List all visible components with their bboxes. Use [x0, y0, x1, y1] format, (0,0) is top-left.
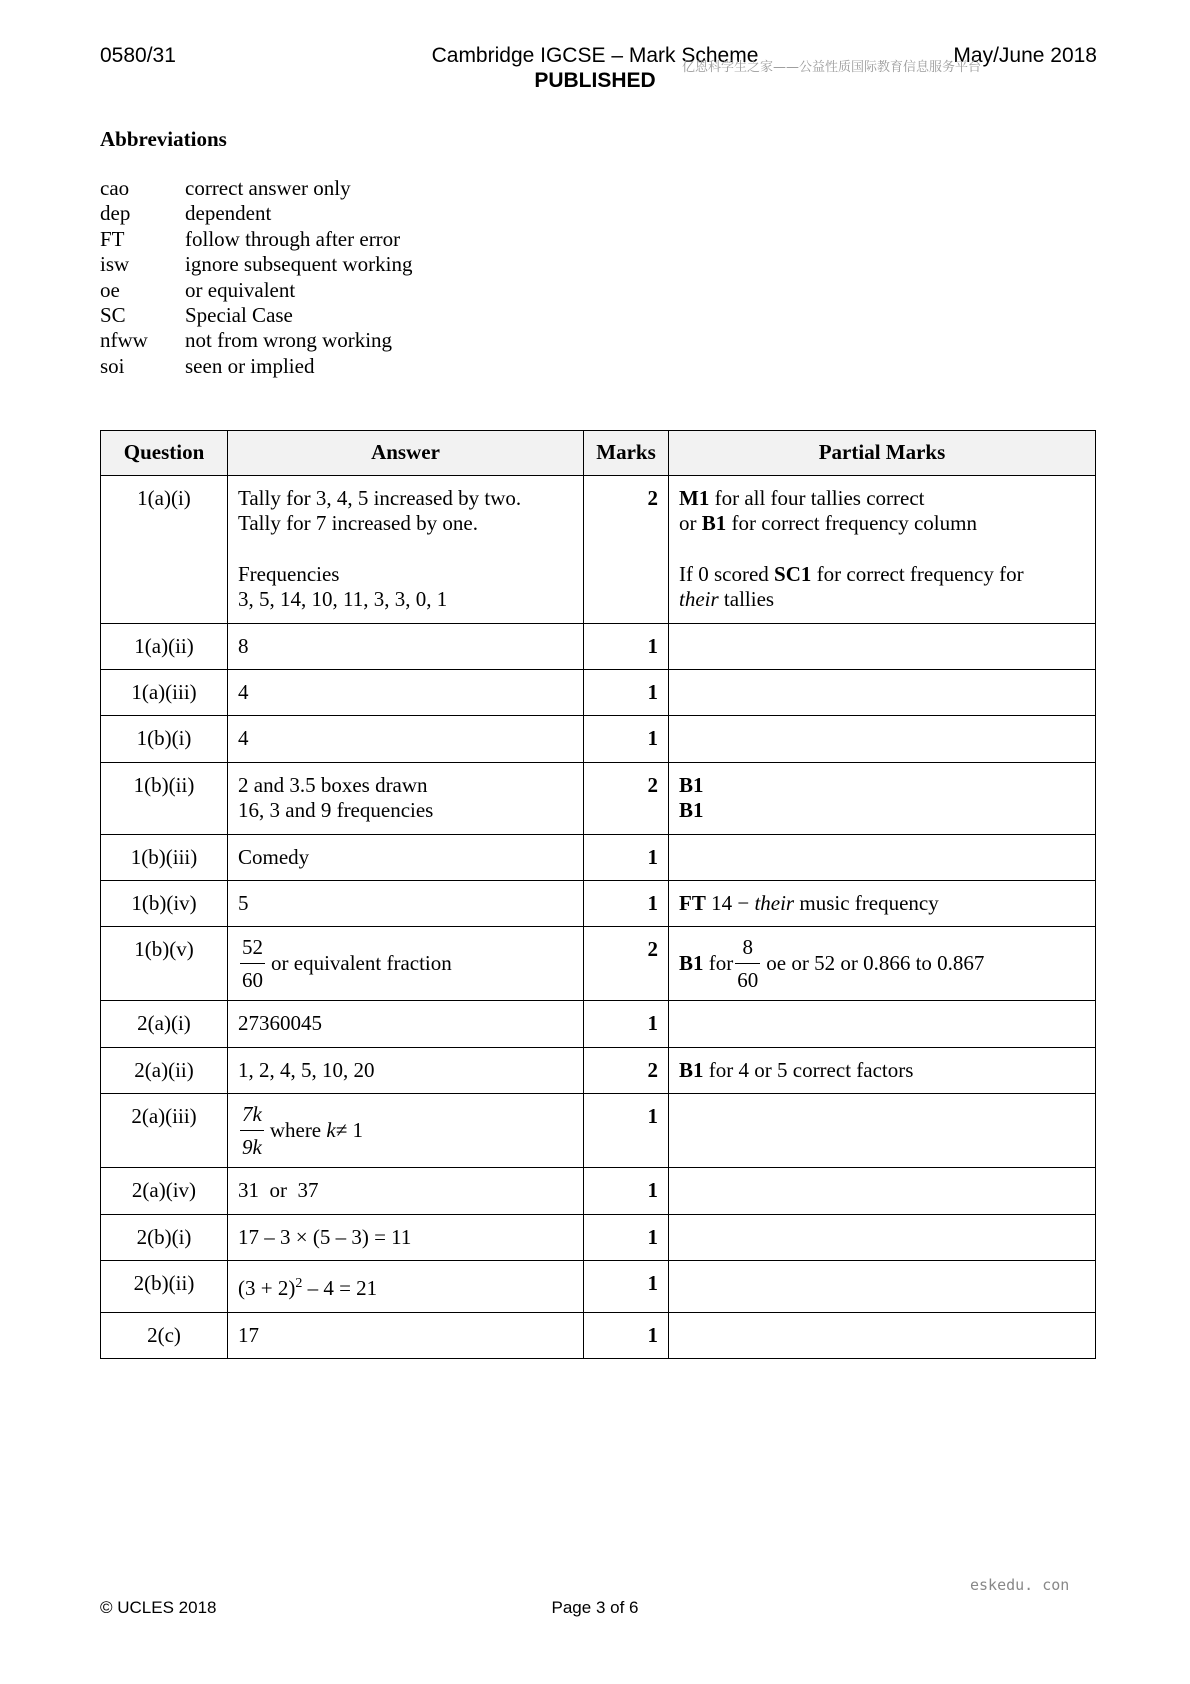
- fraction-denominator: 60: [737, 968, 759, 993]
- document-subtitle: PUBLISHED: [534, 69, 656, 92]
- mark-code: B1: [701, 511, 727, 536]
- table-row: [101, 1001, 1096, 1047]
- abbreviation-value: or equivalent: [185, 277, 296, 302]
- partial-text: for: [708, 951, 734, 976]
- abbreviation-row: [100, 278, 412, 303]
- abbreviation-key: soi: [100, 353, 125, 378]
- partial-text: If 0 scored: [679, 561, 775, 586]
- table-row: [101, 716, 1096, 762]
- abbreviation-value: seen or implied: [185, 353, 315, 378]
- mark-code: B1: [679, 951, 704, 976]
- table-row: [101, 1214, 1096, 1260]
- question-number: 2(c): [101, 1312, 228, 1358]
- partial-marks-cell: [669, 1001, 1096, 1047]
- partial-marks-cell: [669, 1214, 1096, 1260]
- mark-code: B1: [679, 1057, 704, 1082]
- answer-cell: [228, 1094, 584, 1168]
- answer-text: k: [326, 1118, 336, 1143]
- partial-marks-cell: [669, 1168, 1096, 1214]
- answer-cell: [228, 476, 584, 624]
- partial-text: tallies: [718, 587, 775, 612]
- fraction-numerator: 52: [240, 931, 265, 964]
- answer-text: ≠ 1: [335, 1118, 363, 1143]
- abbreviation-value: dependent: [185, 201, 272, 226]
- question-number: 2(b)(ii): [101, 1261, 228, 1312]
- table-row: [101, 476, 1096, 624]
- marks-cell: 1: [584, 881, 669, 927]
- question-number: 2(a)(i): [101, 1001, 228, 1047]
- marks-cell: 1: [584, 1214, 669, 1260]
- abbreviation-value: correct answer only: [185, 176, 351, 200]
- question-number: 1(a)(iii): [101, 670, 228, 716]
- answer-cell: [228, 927, 584, 1001]
- abbreviation-key: SC: [100, 303, 126, 328]
- answer-text: – 4 = 21: [302, 1276, 378, 1301]
- abbreviation-row: [100, 201, 412, 226]
- answer-line: 3, 5, 14, 10, 11, 3, 3, 0, 1: [238, 587, 448, 612]
- abbreviation-key: dep: [100, 201, 131, 226]
- partial-marks-cell: [669, 881, 1096, 927]
- document-code: 0580/31: [100, 44, 176, 67]
- partial-marks-cell: [669, 834, 1096, 880]
- answer-cell: [228, 762, 584, 834]
- abbreviation-row: [100, 354, 412, 379]
- table-row: [101, 762, 1096, 834]
- mark-code: SC1: [774, 561, 812, 586]
- header-answer: Answer: [228, 431, 584, 476]
- partial-text: or: [679, 511, 702, 536]
- answer-cell: 17: [228, 1312, 584, 1358]
- answer-cell: 1, 2, 4, 5, 10, 20: [228, 1047, 584, 1093]
- marks-cell: 1: [584, 1168, 669, 1214]
- partial-marks-cell: [669, 623, 1096, 669]
- abbreviation-row: [100, 176, 412, 201]
- abbreviation-value: ignore subsequent working: [185, 252, 413, 277]
- partial-marks-cell: [669, 1094, 1096, 1168]
- question-number: 1(b)(iv): [101, 881, 228, 927]
- header-question: Question: [101, 431, 228, 476]
- partial-marks-cell: [669, 762, 1096, 834]
- fraction: [735, 931, 760, 996]
- abbreviation-key: isw: [100, 252, 130, 277]
- abbreviation-key: oe: [100, 277, 120, 302]
- question-number: 2(b)(i): [101, 1214, 228, 1260]
- table-row: [101, 1261, 1096, 1312]
- answer-text: where: [269, 1118, 322, 1143]
- answer-cell: Comedy: [228, 834, 584, 880]
- answer-exponent: 2: [295, 1276, 303, 1292]
- table-header-row: [101, 431, 1096, 476]
- mark-code: B1: [679, 772, 704, 797]
- partial-text: for 4 or 5 correct factors: [703, 1057, 914, 1082]
- marks-cell: 1: [584, 1001, 669, 1047]
- marks-cell: 1: [584, 670, 669, 716]
- abbreviation-key: cao: [100, 176, 130, 200]
- abbreviation-row: [100, 303, 412, 328]
- answer-cell: 8: [228, 623, 584, 669]
- abbreviation-row: [100, 328, 412, 353]
- table-row: [101, 1047, 1096, 1093]
- marks-cell: 2: [584, 762, 669, 834]
- mark-code: FT: [679, 891, 706, 916]
- marks-cell: 1: [584, 1261, 669, 1312]
- partial-text: for correct frequency for: [811, 561, 1024, 586]
- partial-text: for correct frequency column: [726, 511, 977, 536]
- partial-text: music frequency: [794, 891, 939, 916]
- answer-cell: 17 – 3 × (5 – 3) = 11: [228, 1214, 584, 1260]
- answer-text: or equivalent fraction: [271, 951, 452, 976]
- table-row: [101, 881, 1096, 927]
- partial-marks-cell: [669, 670, 1096, 716]
- marks-cell: 1: [584, 834, 669, 880]
- answer-cell: [228, 1261, 584, 1312]
- copyright: © UCLES 2018: [100, 1598, 217, 1617]
- table-row: [101, 623, 1096, 669]
- answer-text: (3 + 2): [238, 1276, 296, 1301]
- abbreviation-value: not from wrong working: [185, 328, 393, 353]
- partial-marks-cell: [669, 1047, 1096, 1093]
- partial-marks-cell: [669, 1261, 1096, 1312]
- page-number: Page 3 of 6: [551, 1598, 639, 1617]
- question-number: 1(b)(i): [101, 716, 228, 762]
- answer-line: 2 and 3.5 boxes drawn: [238, 772, 428, 797]
- answer-cell: 27360045: [228, 1001, 584, 1047]
- fraction-denominator: 9k: [242, 1135, 262, 1160]
- header-partial-marks: Partial Marks: [669, 431, 1096, 476]
- fraction-numerator: 8: [735, 931, 760, 964]
- answer-line: 16, 3 and 9 frequencies: [238, 798, 434, 823]
- abbreviations-title: Abbreviations: [100, 127, 227, 151]
- partial-marks-cell: [669, 476, 1096, 624]
- answer-cell: 31 or 37: [228, 1168, 584, 1214]
- abbreviation-key: FT: [100, 226, 125, 251]
- partial-text: their: [679, 587, 719, 612]
- mark-code: M1: [679, 486, 710, 510]
- answer-line: Frequencies: [238, 561, 340, 586]
- partial-text: their: [754, 891, 795, 916]
- partial-marks-cell: [669, 716, 1096, 762]
- marks-cell: 1: [584, 1094, 669, 1168]
- site-watermark: eskedu. con: [970, 1576, 1070, 1594]
- fraction-denominator: 60: [242, 968, 263, 993]
- partial-marks-cell: [669, 1312, 1096, 1358]
- partial-marks-cell: [669, 927, 1096, 1001]
- abbreviation-row: [100, 227, 412, 252]
- document-title: Cambridge IGCSE – Mark Scheme: [431, 44, 759, 67]
- table-row: [101, 670, 1096, 716]
- question-number: 1(b)(ii): [101, 762, 228, 834]
- partial-text: 14 −: [705, 891, 755, 916]
- abbreviation-key: nfww: [100, 328, 148, 353]
- marks-cell: 2: [584, 1047, 669, 1093]
- abbreviation-value: follow through after error: [185, 226, 401, 251]
- abbreviations-list: [100, 176, 412, 379]
- question-number: 2(a)(iii): [101, 1094, 228, 1168]
- watermark-text: 亿恩科学生之家——公益性质国际教育信息服务平台: [682, 60, 982, 75]
- answer-line: Tally for 3, 4, 5 increased by two.: [238, 486, 522, 510]
- marks-cell: 2: [584, 927, 669, 1001]
- question-number: 1(a)(ii): [101, 623, 228, 669]
- marks-cell: 2: [584, 476, 669, 624]
- table-row: [101, 1312, 1096, 1358]
- answer-cell: 5: [228, 881, 584, 927]
- table-row: [101, 1094, 1096, 1168]
- table-row: [101, 927, 1096, 1001]
- question-number: 2(a)(ii): [101, 1047, 228, 1093]
- partial-text: oe or 52 or 0.866 to 0.867: [766, 951, 985, 976]
- mark-scheme-table: [100, 430, 1096, 1359]
- answer-line: Tally for 7 increased by one.: [238, 511, 478, 536]
- answer-cell: 4: [228, 670, 584, 716]
- fraction: [240, 1098, 264, 1163]
- marks-cell: 1: [584, 716, 669, 762]
- marks-cell: 1: [584, 1312, 669, 1358]
- abbreviation-row: [100, 252, 412, 277]
- partial-text: for all four tallies correct: [709, 486, 925, 510]
- header-marks: Marks: [584, 431, 669, 476]
- answer-cell: 4: [228, 716, 584, 762]
- table-row: [101, 1168, 1096, 1214]
- table-row: [101, 834, 1096, 880]
- mark-code: B1: [679, 798, 704, 823]
- fraction: [240, 931, 265, 996]
- question-number: 2(a)(iv): [101, 1168, 228, 1214]
- question-number: 1(b)(iii): [101, 834, 228, 880]
- question-number: 1(a)(i): [101, 476, 228, 624]
- abbreviation-value: Special Case: [185, 303, 293, 328]
- fraction-numerator: 7k: [240, 1098, 264, 1131]
- marks-cell: 1: [584, 623, 669, 669]
- question-number: 1(b)(v): [101, 927, 228, 1001]
- exam-session: May/June 2018: [953, 44, 1097, 67]
